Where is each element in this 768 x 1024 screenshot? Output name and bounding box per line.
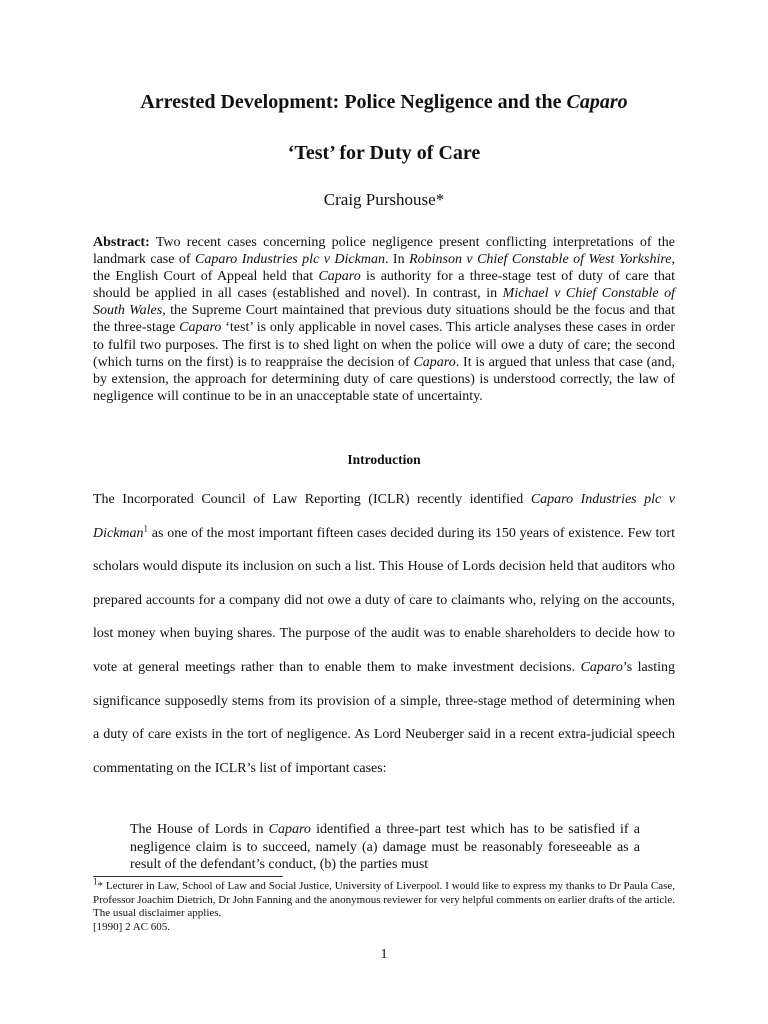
author-name: Craig Purshouse* [323,190,445,209]
abstract-text: . It is argued that unless that case (and, by extension, the approach for determining duty of care questions) is understood correctly, the law of negligence will continue to be in an unacceptable state of uncertainty. [93,354,675,404]
body-text: The Incorporated Council of Law Reporting (ICLR) recently identified [93,492,531,507]
case-name: Caparo Industries plc v Dickman [93,492,675,541]
abstract-text: . In [384,252,410,268]
quote-text: The House of Lords in [130,822,269,837]
case-name: Caparo [413,354,456,370]
footnotes [93,876,675,934]
footnote-divider [93,876,283,877]
case-name: Caparo [580,659,623,675]
case-name: Caparo [179,320,222,336]
quote-text: identified a three-part test which has to be satisfied if a negligence claim is to succeed, namely (a) damage must be reasonably foreseeable as a result of the defendant’s conduct, (b) the parties must [130,822,640,872]
abstract [93,234,675,405]
case-name: Michael v Chief Constable of South Wales [93,286,675,319]
case-name: Caparo [318,269,361,285]
footnote-marker: 1 [93,876,98,887]
case-name: Robinson v Chief Constable of West Yorkshire [409,252,672,268]
body-text: ’s lasting significance supposedly stems from its provision of a simple, three-stage method of determining when a duty of care exists in the tort of negligence. As Lord Neuberger said in a recent extra-judicial speech commentating on the ICLR’s list of important cases: [93,659,675,776]
block-quote [130,821,640,873]
footnote-text: * Lecturer in Law, School of Law and Social Justice, University of Liverpool. I would like to express my thanks to Dr Paula Case, Professor Joachim Dietrich, Dr John Fanning and the anonymous reviewer for very helpful comments on earlier drafts of the article. The usual disclaimer applies. [93,880,675,919]
footnote-1: [1990] 2 AC 605. [93,920,170,933]
title-line-2: ‘Test’ for Duty of Care [287,142,481,164]
case-name: Caparo [268,822,311,837]
page-number: 1 [380,947,388,962]
abstract-text: ‘test’ is only applicable in novel cases. This article analyses these cases in order to fulfil two purposes. The first is to shed light on when the police will owe a duty of care; the second (which turns on the first) is to reappraise the decision of [93,320,676,370]
footnote-author [93,876,675,921]
title-line-1 [60,90,708,114]
abstract-label: Abstract: [93,235,150,250]
introduction-paragraph [93,483,675,785]
body-text: as one of the most important fifteen cases decided during its 150 years of existence. Few tort scholars would dispute its inclusion on such a list. This House of Lords decision held that auditors who prepared accounts for a company did not owe a duty of care to claimants who, relying on the accounts, lost money when buying shares. The purpose of the audit was to enable shareholders to decide how to vote at general meetings rather than to enable them to make investment decisions. [93,525,675,675]
title-case-name: Caparo [566,91,628,113]
abstract-text: , the English Court of Appeal held that [93,252,675,285]
case-name: Caparo Industries plc v Dickman [195,252,385,268]
title-text: Arrested Development: Police Negligence and the [140,91,567,113]
section-heading-introduction: Introduction [347,452,421,467]
footnote-marker: 1 [143,522,149,533]
abstract-text: , the Supreme Court maintained that previous duty situations should be the focus and that the three-stage [93,303,675,336]
abstract-text: Two recent cases concerning police negligence present conflicting interpretations of the landmark case of [93,235,675,268]
abstract-text: is authority for a three-stage test of duty of care that should be applied in all cases (established and novel). In contrast, in [93,269,676,302]
